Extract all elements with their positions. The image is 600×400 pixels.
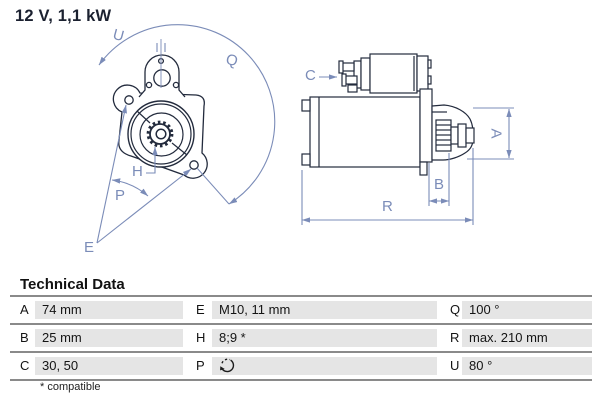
- dim-label-a: A: [487, 128, 505, 139]
- technical-data-table: [10, 295, 592, 381]
- table-row: [10, 357, 592, 375]
- rotation-direction-icon: [219, 357, 236, 374]
- spec-value: 100 °: [462, 301, 592, 319]
- compatibility-footnote: * compatible: [40, 381, 101, 393]
- spec-value: 80 °: [462, 357, 592, 375]
- spec-key: B: [10, 329, 35, 347]
- dim-label-q: Q: [223, 50, 240, 71]
- dim-label-b: B: [434, 176, 445, 193]
- spec-key: Q: [437, 301, 462, 319]
- table-row: [10, 301, 592, 319]
- spec-value: 25 mm: [35, 329, 183, 347]
- technical-data-heading: Technical Data: [20, 276, 125, 293]
- spec-value: 8;9 *: [212, 329, 437, 347]
- spec-key: E: [183, 301, 212, 319]
- spec-key: P: [183, 357, 212, 375]
- table-rule: [10, 323, 592, 325]
- spec-value: 74 mm: [35, 301, 183, 319]
- spec-key: C: [10, 357, 35, 375]
- table-rule: [10, 351, 592, 353]
- dim-label-p: P: [115, 187, 126, 204]
- spec-key: R: [437, 329, 462, 347]
- spec-value: max. 210 mm: [462, 329, 592, 347]
- spec-key: A: [10, 301, 35, 319]
- dim-label-u: U: [110, 25, 126, 46]
- dim-label-e: E: [84, 239, 95, 256]
- front-view-drawing: [113, 55, 207, 178]
- page-title: 12 V, 1,1 kW: [15, 7, 112, 25]
- table-row: [10, 329, 592, 347]
- spec-value: M10, 11 mm: [212, 301, 437, 319]
- spec-value: 30, 50: [35, 357, 183, 375]
- spec-key: H: [183, 329, 212, 347]
- side-view-drawing: [302, 54, 474, 175]
- table-rule-top: [10, 295, 592, 297]
- dim-label-r: R: [382, 198, 393, 215]
- spec-key: U: [437, 357, 462, 375]
- spec-value-rotation: [212, 357, 437, 375]
- dim-label-c: C: [305, 67, 316, 84]
- dim-label-h: H: [132, 163, 143, 180]
